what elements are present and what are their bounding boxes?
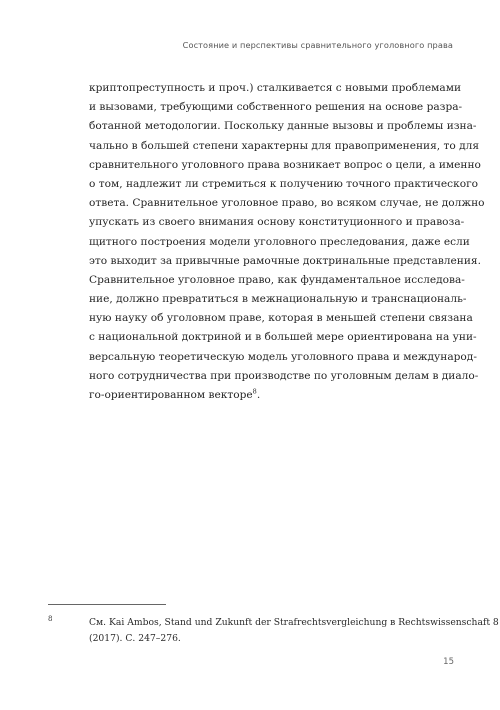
text-line: щитного построения модели уголовного преследования, даже если (89, 235, 470, 248)
text-line: это выходит за привычные рамочные доктринальные представления. (89, 254, 481, 267)
running-header: Состояние и перспективы сравнительного уголовного права (182, 40, 453, 50)
text-line: ного сотрудничества при производстве по уголовным делам в диало- (89, 369, 479, 382)
footnote-line: (2017). С. 247–276. (89, 633, 181, 644)
text-line: Сравнительное уголовное право, как фундаментальное исследова- (89, 273, 465, 286)
body-paragraph (89, 79, 485, 405)
text-line: и вызовами, требующими собственного решения на основе разра- (89, 101, 463, 114)
text-line: о том, надлежит ли стремиться к получению точного практического (89, 177, 478, 190)
text-line-content: го-ориентированном векторе (89, 389, 253, 401)
text-line: чально в большей степени характерны для правоприменения, то для (89, 139, 480, 152)
text-line: упускать из своего внимания основу конституционного и правоза- (89, 216, 465, 229)
text-line: ответа. Сравнительное уголовное право, во всяком случае, не должно (89, 197, 485, 210)
sentence-end-punctuation: . (256, 389, 261, 401)
footnote-text (89, 615, 499, 647)
page-number: 15 (443, 657, 454, 667)
text-line-last (89, 386, 421, 405)
text-line: криптопреступность и проч.) сталкивается с новыми проблемами (89, 82, 462, 94)
footnote-line: См. Kai Ambos, Stand und Zukunft der Strafrechtsvergleichung в Rechtswissenschaft 8 (89, 617, 499, 628)
text-line: с национальной доктриной и в большей мере ориентирована на уни- (89, 331, 477, 344)
text-line: ную науку об уголовном праве, которая в меньшей степени связана (89, 312, 473, 325)
footnote-reference[interactable]: 8 (252, 387, 257, 396)
text-line: ботанной методологии. Поскольку данные вызовы и проблемы изна- (89, 120, 477, 133)
footnote-divider (48, 604, 166, 605)
text-line: ние, должно превратиться в межнациональную и транснациональ- (89, 293, 467, 306)
text-line: сравнительного уголовного права возникает вопрос о цели, а именно (89, 158, 481, 171)
text-line: версальную теоретическую модель уголовного права и международ- (89, 350, 477, 363)
footnote-number: 8 (48, 615, 53, 623)
